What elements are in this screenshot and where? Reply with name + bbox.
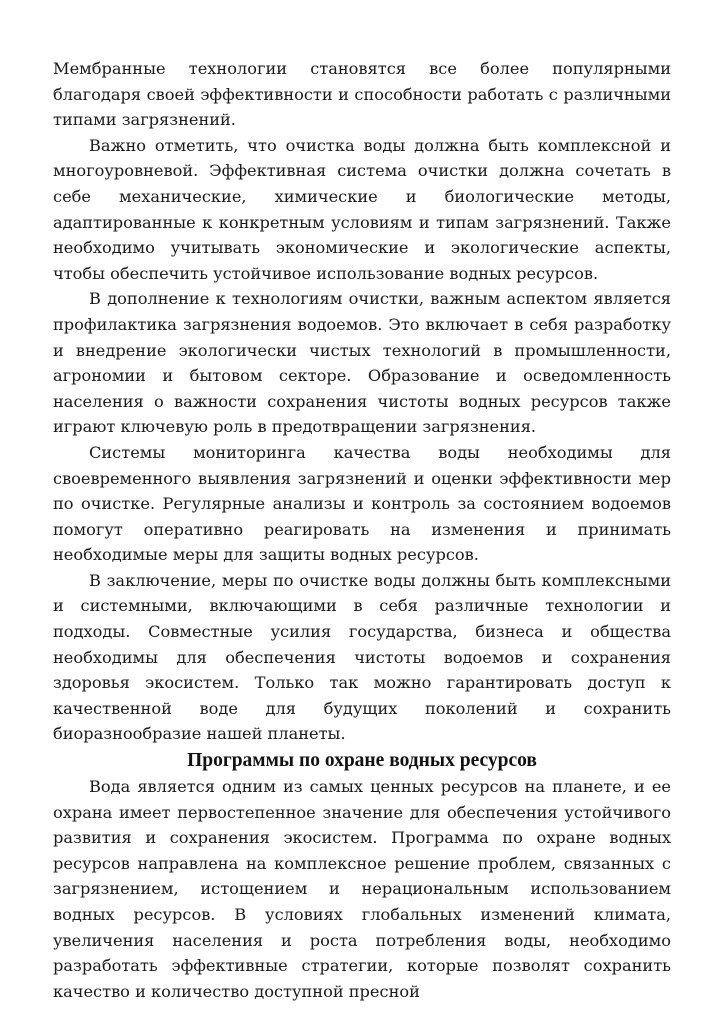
paragraph-membrane-technologies: Мембранные технологии становятся все более популярными благодаря своей эффективности и способности работать с различными типами загрязнений. — [53, 59, 671, 130]
section-heading: Программы по охране водных ресурсов — [187, 750, 537, 772]
paragraph-complex-purification: Важно отметить, что очистка воды должна быть комплексной и многоуровневой. Эффективная система очистки должна сочетать в себе механические, химические и биологические методы, адаптированные к конкретным условиям и типам загрязнений. Также необходимо учитывать экономические и экологические аспекты, чтобы обеспечить устойчивое использование водных ресурсов. — [53, 135, 671, 283]
paragraph-conclusion: В заключение, меры по очистке воды должны быть комплексными и системными, включающими в себя различные технологии и подходы. Совместные усилия государства, бизнеса и общества необходимы для обеспечения чистоты водоемов и сохранения здоровья экосистем. Только так можно гарантировать доступ к качественной воде для будущих поколений и сохранить биоразнообразие нашей планеты. — [53, 570, 671, 744]
document-page — [53, 56, 671, 1004]
paragraph-monitoring-systems: Системы мониторинга качества воды необходимы для своевременного выявления загрязнений и оценки эффективности мер по очистке. Регулярные анализы и контроль за состоянием водоемов помогут оперативно реагировать на изменения и принимать необходимые меры для защиты водных ресурсов. — [53, 442, 671, 565]
paragraph-pollution-prevention: В дополнение к технологиям очистки, важным аспектом является профилактика загрязнения водоемов. Это включает в себя разработку и внедрение экологически чистых технологий в промышленности, агрономии и бытовом секторе. Образование и осведомленность населения о важности сохранения чистоты водных ресурсов также играют ключевую роль в предотвращении загрязнения. — [53, 289, 671, 437]
paragraph-water-protection-programs: Вода является одним из самых ценных ресурсов на планете, и ее охрана имеет первостепенное значение для обеспечения устойчивого развития и сохранения экосистем. Программа по охране водных ресурсов направлена на комплексное решение проблем, связанных с загрязнением, истощением и нерациональным использованием водных ресурсов. В условиях глобальных изменений климата, увеличения населения и роста потребления воды, необходимо разработать эффективные стратегии, которые позволят сохранить качество и количество доступной пресной — [53, 777, 671, 1001]
